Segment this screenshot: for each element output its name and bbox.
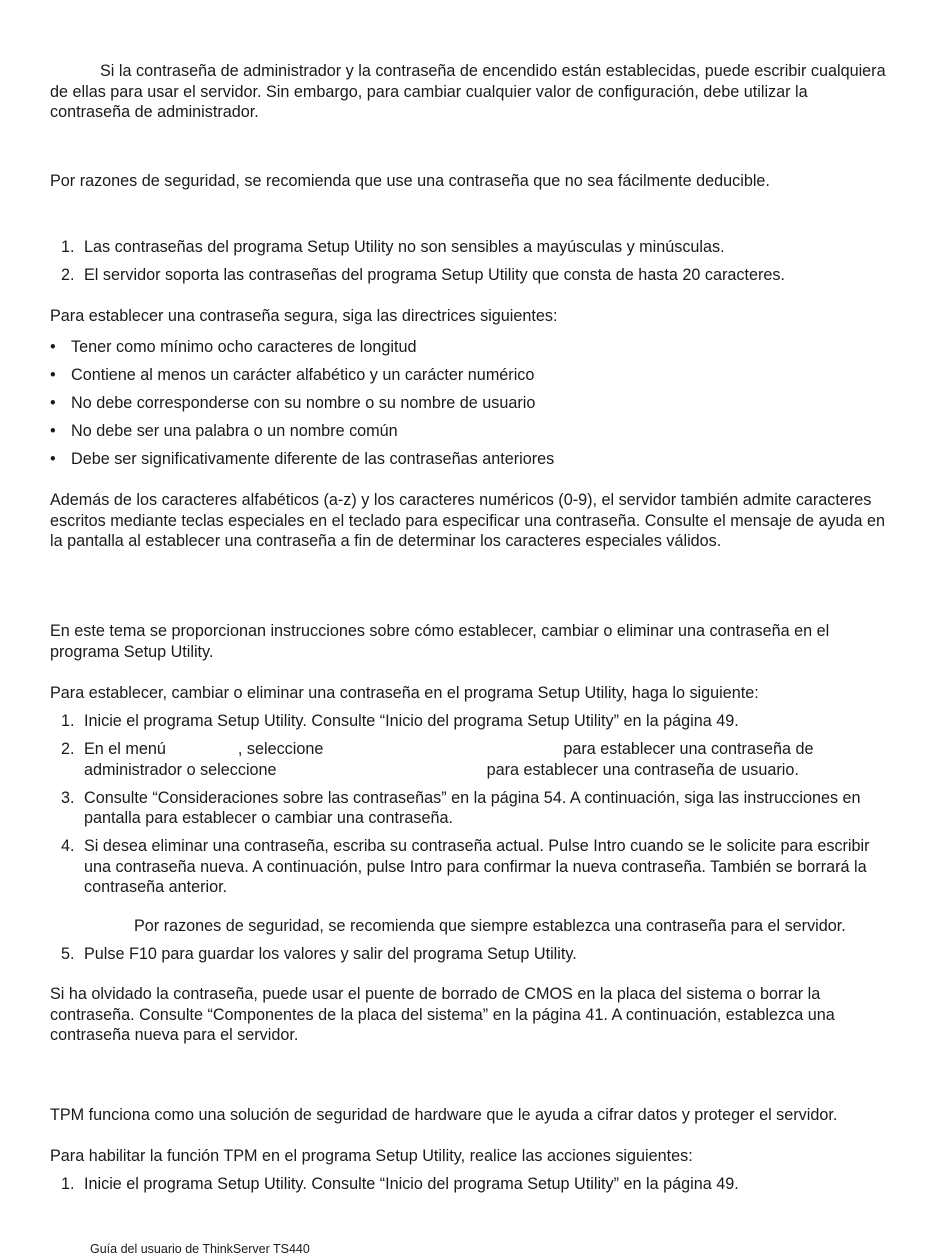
list-item: • Debe ser significativamente diferente de las contraseñas anteriores bbox=[50, 450, 555, 468]
list-item: 1. Las contraseñas del programa Setup Utility no son sensibles a mayúsculas y minúsculas. bbox=[61, 238, 725, 256]
para-admin-password: Si la contraseña de administrador y la contraseña de encendido están establecidas, puede escribir cualquiera de ellas para usar el servidor. Sin embargo, para cambiar cualquier valor de configuración, debe utilizar la contraseña de administrador. bbox=[50, 62, 886, 121]
list-item-text: Contiene al menos un carácter alfabético y un carácter numérico bbox=[71, 366, 535, 384]
procedure-step-5: 5. Pulse F10 para guardar los valores y salir del programa Setup Utility. bbox=[61, 944, 577, 963]
para-topic-intro: En este tema se proporcionan instrucciones sobre cómo establecer, cambiar o eliminar una contraseña en el programa Setup Utility. bbox=[50, 622, 830, 661]
step-text: Si desea eliminar una contraseña, escriba su contraseña actual. Pulse Intro cuando se le solicite para escribir una contraseña nueva. A continuación, pulse Intro para confirmar la nueva contraseña. También se borrará la contraseña anterior. bbox=[84, 837, 870, 896]
step-text-d: administrador o seleccione bbox=[84, 760, 277, 779]
procedure-step-3: 3. Consulte “Consideraciones sobre las contraseñas” en la página 54. A continuación, siga las instrucciones en pantalla para establecer o cambiar una contraseña. bbox=[61, 788, 861, 827]
para-security-note: Por razones de seguridad, se recomienda que use una contraseña que no sea fácilmente deducible. bbox=[50, 172, 770, 190]
procedure-intro: Para establecer, cambiar o eliminar una contraseña en el programa Setup Utility, haga lo siguiente: bbox=[50, 684, 759, 702]
tpm-step-1: 1. Inicie el programa Setup Utility. Consulte “Inicio del programa Setup Utility” en la página 49. bbox=[61, 1175, 739, 1193]
strong-password-intro: Para establecer una contraseña segura, siga las directrices siguientes: bbox=[50, 307, 558, 325]
list-item: 2. El servidor soporta las contraseñas del programa Setup Utility que consta de hasta 20 caracteres. bbox=[61, 266, 785, 284]
page-footer: Guía del usuario de ThinkServer TS440 bbox=[90, 1242, 310, 1256]
list-item: • Contiene al menos un carácter alfabético y un carácter numérico bbox=[50, 366, 535, 384]
procedure-step-4: 4. Si desea eliminar una contraseña, escriba su contraseña actual. Pulse Intro cuando se le solicite para escribir una contraseña nueva. A continuación, pulse Intro para confirmar la nueva contraseña. También se borrará la contraseña anterior. bbox=[61, 837, 870, 896]
list-item-text: Tener como mínimo ocho caracteres de longitud bbox=[71, 338, 417, 356]
step-text-b: , seleccione bbox=[237, 740, 324, 758]
password-rules-list bbox=[50, 237, 890, 286]
step-text-c: para establecer una contraseña de bbox=[563, 740, 814, 758]
list-item-text: El servidor soporta las contraseñas del programa Setup Utility que consta de hasta 20 caracteres. bbox=[84, 266, 785, 284]
procedure-note bbox=[50, 916, 890, 937]
step-text-a: En el menú bbox=[84, 740, 166, 758]
list-item-text: No debe ser una palabra o un nombre común bbox=[71, 422, 398, 440]
list-item-text: Debe ser significativamente diferente de las contraseñas anteriores bbox=[71, 450, 555, 468]
para-special-chars: Además de los caracteres alfabéticos (a-z) y los caracteres numéricos (0-9), el servidor también admite caracteres escritos mediante teclas especiales en el teclado para especificar una contraseña. Consulte el mensaje de ayuda en la pantalla al establecer una contraseña a fin de determinar los caracteres especiales válidos. bbox=[50, 491, 886, 550]
para-forgot-password: Si ha olvidado la contraseña, puede usar el puente de borrado de CMOS en la placa del sistema o borrar la contraseña. Consulte “Componentes de la placa del sistema” en la página 41. A continuación, establezca una contraseña nueva para el servidor. bbox=[50, 985, 835, 1044]
note-text: Por razones de seguridad, se recomienda que siempre establezca una contraseña para el servidor. bbox=[134, 916, 846, 935]
step-text: Consulte “Consideraciones sobre las contraseñas” en la página 54. A continuación, siga las instrucciones en pantalla para establecer o cambiar una contraseña. bbox=[84, 788, 861, 827]
para-tpm: TPM funciona como una solución de seguridad de hardware que le ayuda a cifrar datos y proteger el servidor. bbox=[50, 1106, 838, 1124]
step-text-e: para establecer una contraseña de usuario. bbox=[486, 760, 799, 779]
step-text: Inicie el programa Setup Utility. Consulte “Inicio del programa Setup Utility” en la página 49. bbox=[84, 712, 739, 730]
list-item: • No debe ser una palabra o un nombre común bbox=[50, 422, 398, 440]
procedure-steps bbox=[50, 711, 890, 964]
list-item: • No debe corresponderse con su nombre o su nombre de usuario bbox=[50, 394, 536, 412]
step-text: Pulse F10 para guardar los valores y salir del programa Setup Utility. bbox=[84, 944, 577, 963]
list-item: • Tener como mínimo ocho caracteres de longitud bbox=[50, 338, 417, 356]
step-text: Inicie el programa Setup Utility. Consulte “Inicio del programa Setup Utility” en la página 49. bbox=[84, 1175, 739, 1193]
tpm-intro: Para habilitar la función TPM en el programa Setup Utility, realice las acciones siguientes: bbox=[50, 1147, 693, 1165]
list-item-text: No debe corresponderse con su nombre o su nombre de usuario bbox=[71, 394, 536, 412]
strong-password-guidelines bbox=[50, 337, 890, 470]
list-item-text: Las contraseñas del programa Setup Utility no son sensibles a mayúsculas y minúsculas. bbox=[84, 238, 725, 256]
procedure-step-2: 2. En el menú , seleccione para establecer una contraseña de administrador o seleccione para establecer una contraseña de usuario. bbox=[61, 740, 814, 779]
tpm-steps bbox=[50, 1174, 890, 1195]
procedure-step-1: 1. Inicie el programa Setup Utility. Consulte “Inicio del programa Setup Utility” en la página 49. bbox=[61, 712, 739, 730]
